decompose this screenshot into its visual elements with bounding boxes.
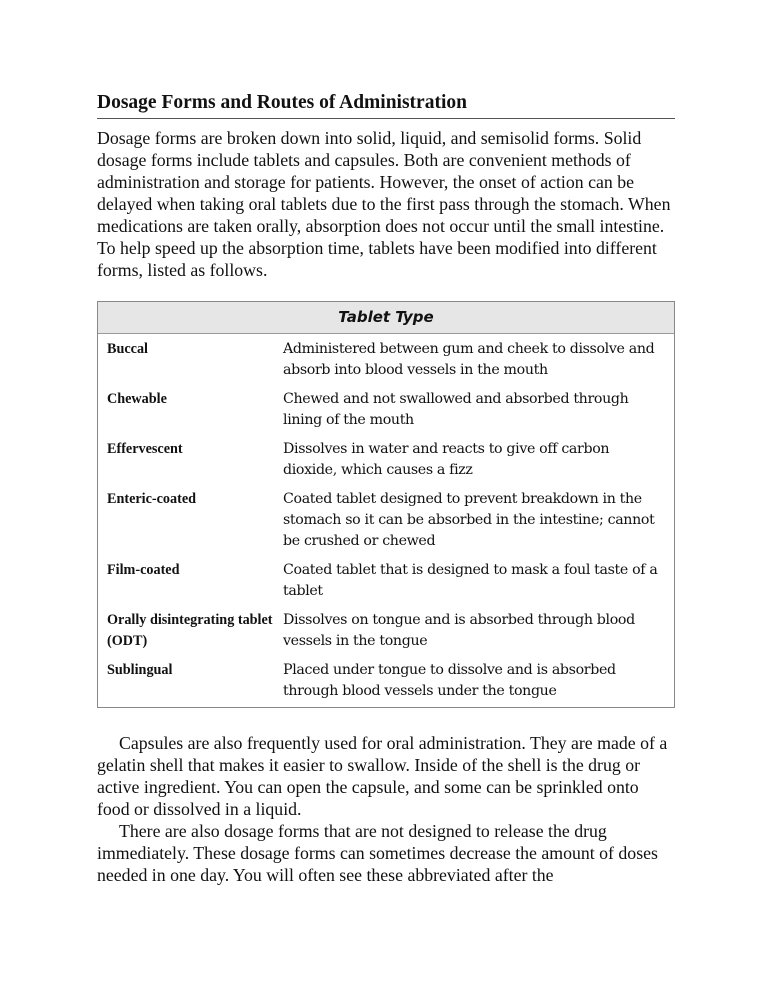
intro-paragraph: Dosage forms are broken down into solid, liquid, and semisolid forms. Solid dosage forms include tablets and capsules. Both are convenient methods of administration and storage for patients. However, the onset of action can be delayed when taking oral tablets due to the first pass through the stomach. When medications are taken orally, absorption does not occur until the small intestine. To help speed up the absorption time, tablets have been modified into different forms, listed as follows. [97,128,671,280]
tablet-type-term: Sublingual [107,662,173,678]
tablet-type-table [97,301,675,708]
table-row [98,660,674,702]
tablet-type-term: Effervescent [107,441,183,457]
tablet-type-definition: Placed under tongue to dissolve and is absorbed through blood vessels under the tongue [283,662,616,699]
table-row [98,489,674,552]
table-header: Tablet Type [98,302,674,334]
document-page [97,90,675,886]
tablet-type-term: Orally disintegrating tablet (ODT) [107,612,273,649]
tablet-type-term: Enteric-coated [107,491,197,507]
tablet-type-term: Chewable [107,391,167,407]
tablet-type-definition: Administered between gum and cheek to dissolve and absorb into blood vessels in the mouth [283,341,655,378]
table-body [98,334,674,707]
tablet-type-definition: Chewed and not swallowed and absorbed through lining of the mouth [283,391,629,428]
tablet-type-definition: Dissolves on tongue and is absorbed through blood vessels in the tongue [283,612,635,649]
tablet-type-term: Film-coated [107,562,180,578]
tablet-type-definition: Dissolves in water and reacts to give off carbon dioxide, which causes a fizz [283,441,610,478]
body-paragraph: Capsules are also frequently used for oral administration. They are made of a gelatin shell that makes it easier to swallow. Inside of the shell is the drug or active ingredient. You can open the capsule, and some can be sprinkled onto food or dissolved in a liquid. [97,733,668,819]
table-row [98,439,674,481]
tablet-type-term: Buccal [107,341,148,357]
table-row [98,339,674,381]
table-row [98,610,674,652]
tablet-type-definition: Coated tablet designed to prevent breakdown in the stomach so it can be absorbed in the intestine; cannot be crushed or chewed [283,491,655,549]
body-paragraph: There are also dosage forms that are not designed to release the drug immediately. These dosage forms can sometimes decrease the amount of doses needed in one day. You will often see these abbreviated after the [97,821,658,885]
table-row [98,389,674,431]
tablet-type-definition: Coated tablet that is designed to mask a foul taste of a tablet [283,562,658,599]
table-row [98,560,674,602]
section-heading: Dosage Forms and Routes of Administration [97,90,675,119]
